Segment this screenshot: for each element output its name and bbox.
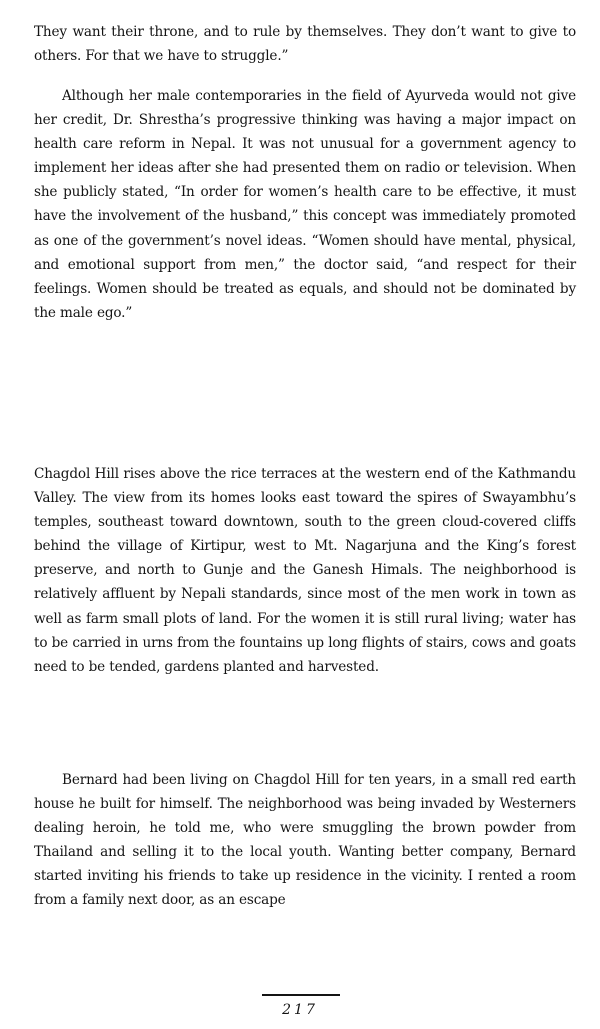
paragraph-throne-quote: They want their throne, and to rule by themselves. They don’t want to give to others. For that we have to struggle.”	[34, 24, 576, 65]
paragraph-chagdol-hill: Chagdol Hill rises above the rice terraces at the western end of the Kathmandu Valley. The view from its homes looks east toward the spires of Swayambhu’s temples, southeast toward downtown, south to the green cloud-covered cliffs behind the village of Kirtipur, west to Mt. Nagarjuna and the King’s forest preserve, and north to Gunje and the Ganesh Himals. The neighborhood is relatively affluent by Nepali standards, since most of the men work in town as well as farm small plots of land. For the women it is still rural living; water has to be carried in urns from the fountains up long flights of stairs, cows and goats need to be tended, gardens planted and harvested.	[34, 466, 576, 675]
paragraph-bernard: Bernard had been living on Chagdol Hill for ten years, in a small red earth house he built for himself. The neighborhood was being invaded by Westerners dealing heroin, he told me, who were smuggling the brown powder from Thailand and selling it to the local youth. Wanting better company, Bernard started inviting his friends to take up residence in the vicinity. I rented a room from a family next door, as an escape	[34, 772, 576, 909]
footer-rule	[262, 994, 340, 996]
page-number: 217	[282, 1002, 318, 1018]
paragraph-shrestha-reform: Although her male contemporaries in the field of Ayurveda would not give her credit, Dr. Shrestha’s progressive thinking was having a major impact on health care reform in Nepal. It was not unusual for a government agency to implement her ideas after she had presented them on radio or television. When she publicly stated, “In order for women’s health care to be effective, it must have the involvement of the husband,” this concept was immediately promoted as one of the government’s novel ideas. “Women should have mental, physical, and emotional support from men,” the doctor said, “and respect for their feelings. Women should be treated as equals, and should not be dominated by the male ego.”	[34, 88, 576, 321]
